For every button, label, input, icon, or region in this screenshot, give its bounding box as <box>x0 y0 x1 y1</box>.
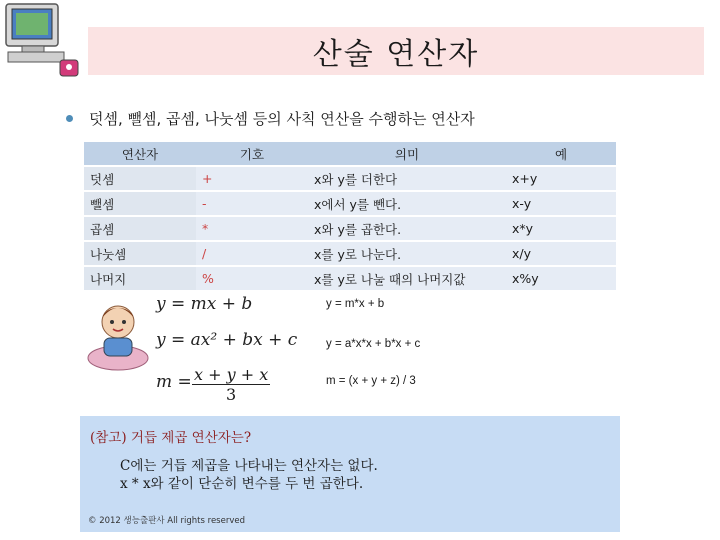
table-cell: x에서 y를 뺀다. <box>308 192 506 215</box>
table-cell: x/y <box>506 242 616 265</box>
copyright: © 2012 생능출판사 All rights reserved <box>88 516 245 526</box>
table-cell: x+y <box>506 167 616 190</box>
formula-mean-lhs: m = <box>156 372 192 392</box>
table-cell: x를 y로 나눈다. <box>308 242 506 265</box>
computer-clipart <box>2 2 82 80</box>
header-meaning: 의미 <box>308 142 506 165</box>
table-row <box>84 267 616 290</box>
note-line-2: x * x와 같이 단순히 변수를 두 번 곱한다. <box>120 476 364 492</box>
table-cell: / <box>196 242 308 265</box>
table-cell: % <box>196 267 308 290</box>
table-cell: x를 y로 나눌 때의 나머지값 <box>308 267 506 290</box>
formula-linear: y = mx + b <box>156 294 253 314</box>
table-cell: x*y <box>506 217 616 240</box>
table-cell: x-y <box>506 192 616 215</box>
code-formula-2: y = a*x*x + b*x + c <box>326 338 421 350</box>
formula-mean-fraction <box>192 365 270 404</box>
table-row <box>84 217 616 240</box>
table-cell: 덧셈 <box>84 167 196 190</box>
note-title: (참고) 거듭 제곱 연산자는? <box>90 430 252 446</box>
formula-numerator: x + y + x <box>194 365 269 384</box>
slide-title: 산술 연산자 <box>312 37 480 72</box>
note-box <box>80 416 620 532</box>
table-cell: * <box>196 217 308 240</box>
table-cell: 나머지 <box>84 267 196 290</box>
table-row <box>84 242 616 265</box>
table-cell: - <box>196 192 308 215</box>
code-formula-3: m = (x + y + z) / 3 <box>326 375 416 387</box>
bullet-text: 덧셈, 뺄셈, 곱셈, 나눗셈 등의 사칙 연산을 수행하는 연산자 <box>89 110 475 128</box>
bullet-item <box>66 108 475 129</box>
table-cell: 나눗셈 <box>84 242 196 265</box>
title-bar <box>88 27 704 75</box>
note-line-1: C에는 거듭 제곱을 나타내는 연산자는 없다. <box>120 458 378 474</box>
table-row <box>84 167 616 190</box>
table-cell: 곱셈 <box>84 217 196 240</box>
table-cell: x와 y를 더한다 <box>308 167 506 190</box>
formula-denominator: 3 <box>226 385 237 404</box>
table-cell: + <box>196 167 308 190</box>
student-clipart <box>84 296 152 372</box>
formula-quadratic: y = ax² + bx + c <box>156 330 298 350</box>
table-row <box>84 192 616 215</box>
operator-table <box>84 142 616 292</box>
header-example: 예 <box>506 142 616 165</box>
header-operator: 연산자 <box>84 142 196 165</box>
table-cell: 뺄셈 <box>84 192 196 215</box>
table-cell: x와 y를 곱한다. <box>308 217 506 240</box>
code-formula-1: y = m*x + b <box>326 298 385 310</box>
bullet-dot-icon <box>66 115 73 122</box>
header-symbol: 기호 <box>196 142 308 165</box>
table-header-row <box>84 142 616 165</box>
table-cell: x%y <box>506 267 616 290</box>
